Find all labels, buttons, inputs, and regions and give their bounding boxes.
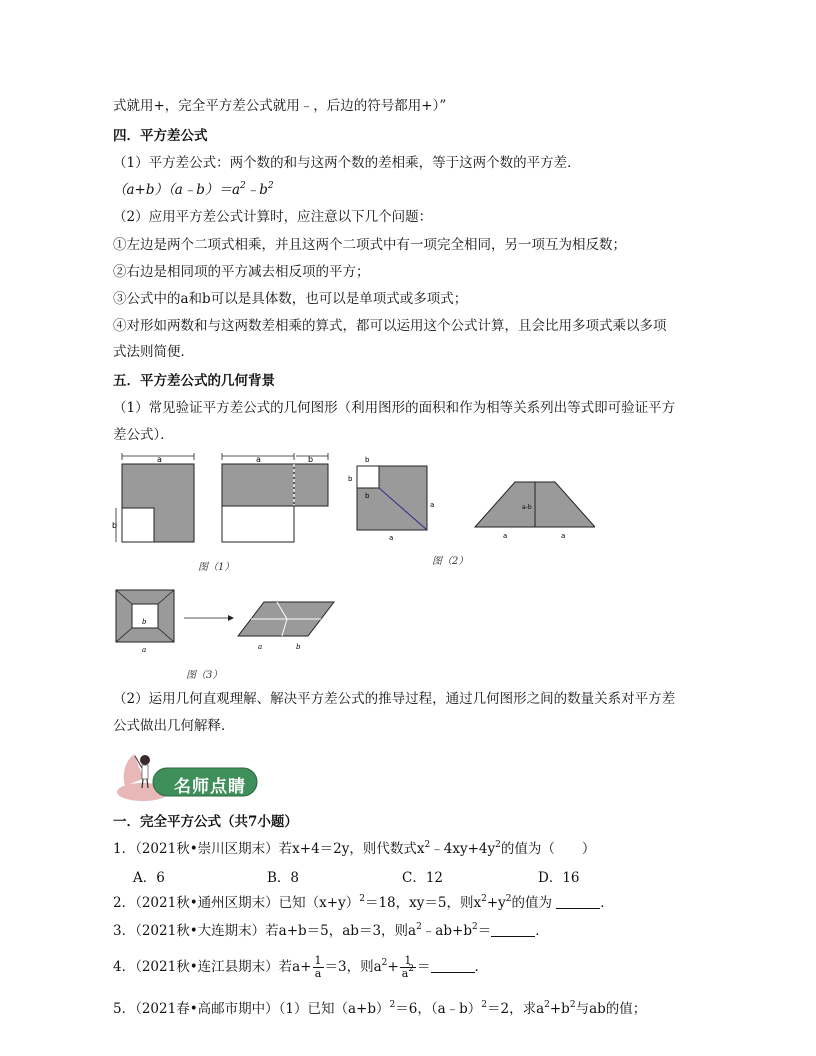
q4-text: 4．（2021秋•连江县期末）若a+ (113, 959, 312, 975)
fraction (313, 955, 324, 980)
q3-text3: ＝ (477, 923, 492, 939)
answer-blank (431, 960, 475, 973)
section4-item2: ②右边是相同项的平方减去相反项的平方； (113, 264, 370, 280)
choice-a: A．6 (133, 870, 165, 886)
choice-d: D．16 (538, 870, 580, 886)
fig2-label-b-inner: b (365, 492, 370, 500)
q2-text4: 的值为 (511, 895, 552, 911)
fig2-label-b-top: b (365, 456, 370, 464)
sup: 2 (240, 181, 246, 191)
sup: 2 (569, 1000, 576, 1010)
sup: 2 (408, 964, 415, 974)
frac-num: 1 (400, 955, 416, 968)
figure3-caption: 图（3） (186, 670, 223, 681)
fig3-label-b-inner: b (142, 618, 147, 626)
fig1-label-a2: a (256, 455, 261, 464)
formula-right: ﹣b (245, 182, 268, 198)
q4-text4: ＝ (417, 959, 431, 975)
fig2-label-a-trap1: a (503, 532, 508, 540)
q5-text5: 与ab的值； (575, 1001, 647, 1017)
fig2-label-amb: a-b (522, 504, 532, 511)
question-4: 4．（2021秋•连江县期末）若a+ $\frac{1}{a}$ ＝3，则$a^2+$ $\frac{1}{a^2}$ ＝ ． (113, 954, 489, 980)
figure1-diagram (112, 452, 342, 552)
q2-text2: ＝18，xy＝5，则x (364, 895, 482, 911)
section4-item1: ①左边是两个二项式相乘，并且这两个二项式中有一项完全相同，另一项互为相反数； (113, 237, 626, 253)
fig3-label-a-left: a (142, 646, 147, 654)
figure3-diagram (112, 586, 342, 656)
frac-den (400, 964, 416, 980)
q3-text2: ﹣ab+b (421, 923, 472, 939)
section4-item3: ③公式中的a和b可以是具体数，也可以是单项式或多项式； (113, 291, 468, 307)
q5-text2: ＝6，（a﹣b） (395, 1001, 482, 1017)
fig1-label-b: b (112, 521, 118, 530)
sup: 2 (481, 894, 487, 904)
sup: 2 (481, 1000, 487, 1010)
figure1-caption: 图（1） (198, 562, 235, 573)
sup: 2 (389, 1000, 396, 1010)
sup: 2 (505, 894, 512, 904)
section5-p1b: 差公式）． (113, 427, 174, 443)
fig2-label-b-left: b (348, 475, 353, 483)
sup: 2 (471, 922, 478, 932)
fig2-label-a-bottom: a (389, 534, 394, 542)
question-1 (113, 840, 595, 858)
q4-text3: + (387, 959, 399, 975)
figure2-caption: 图（2） (432, 556, 469, 567)
sup: 2 (381, 958, 388, 968)
teacher-tips-badge (113, 742, 263, 806)
q1-text3: 的值为（ ） (500, 841, 596, 857)
choice-b: B．8 (267, 870, 300, 886)
section4-p2: （2）应用平方差公式计算时，应注意以下几个问题： (113, 209, 433, 225)
section5-title: 五．平方差公式的几何背景 (113, 373, 275, 389)
section5-p2b: 公式做出几何解释． (113, 718, 235, 734)
sup: 2 (424, 840, 431, 850)
fig3-label-b-right: b (296, 643, 301, 651)
fig1-label-b2: b (308, 455, 314, 464)
sup: 2 (267, 181, 274, 191)
section5-p1a: （1）常见验证平方差公式的几何图形（利用图形的面积和作为相等关系列出等式即可验证平方 (113, 400, 676, 416)
fig2-label-a-trap2: a (561, 532, 566, 540)
continuation-line: 式就用+，完全平方差公式就用﹣，后边的符号都用+）” (113, 98, 447, 114)
section4-item4a: ④对形如两数和与这两数差相乘的算式，都可以运用这个公式计算，且会比用多项式乘以多项 (113, 318, 667, 334)
fig1-label-a: a (157, 455, 162, 464)
section4-formula (113, 181, 274, 199)
fig3-label-a-right: a (258, 643, 263, 651)
q2-text: 2．（2021秋•通州区期末）已知（x+y） (113, 895, 360, 911)
q1-text2: ﹣4xy+4y (430, 841, 496, 857)
practice-title: 一．完全平方公式（共7小题） (113, 814, 298, 830)
section4-title: 四．平方差公式 (113, 128, 208, 144)
frac-den-base: a (401, 967, 409, 980)
answer-blank (556, 896, 600, 909)
q2-text3: +y (486, 895, 506, 911)
sup: 2 (359, 894, 365, 904)
q3-text: 3．（2021秋•大连期末）若a+b＝5，ab＝3，则a (113, 923, 417, 939)
section4-item4b: 式法则简便． (113, 344, 194, 360)
section4-p1: （1）平方差公式：两个数的和与这两个数的差相乘，等于这两个数的平方差． (113, 155, 581, 171)
badge-text: 名师点睛 (174, 777, 246, 797)
question-5 (113, 1000, 646, 1018)
sup: 2 (416, 922, 422, 932)
q4-text2: ＝3，则a (324, 959, 382, 975)
figure2-diagram (345, 452, 595, 547)
frac-den: a (314, 967, 322, 980)
question-3: 3．（2021秋•大连期末）若a+b＝5，ab＝3，则$a^2﹣ab+b^2=$ ． (113, 922, 549, 939)
question-2: 2．（2021秋•通州区期末）已知$(x+y)^2=18$，xy＝5，则$x^2+y^2$的值为 ． (113, 894, 614, 911)
fraction (400, 955, 416, 980)
answer-blank (491, 924, 535, 937)
q5-text: 5．（2021春•高邮市期中）（1）已知（a+b） (113, 1001, 390, 1017)
frac-num: 1 (314, 954, 322, 967)
q5-text4: +b (549, 1001, 570, 1017)
sup: 2 (495, 840, 501, 850)
fig2-label-a-right: a (430, 501, 435, 509)
q1-text: 1．（2021秋•崇川区期末）若x+4＝2y，则代数式x (113, 841, 425, 857)
q5-text3: ＝2，求a (487, 1001, 545, 1017)
sup: 2 (544, 1000, 550, 1010)
choice-c: C．12 (402, 870, 444, 886)
section5-p2a: （2）运用几何直观理解、解决平方差公式的推导过程，通过几何图形之间的数量关系对平方差 (113, 691, 676, 707)
formula-left: （a+b）（a﹣b）＝a (113, 182, 240, 198)
